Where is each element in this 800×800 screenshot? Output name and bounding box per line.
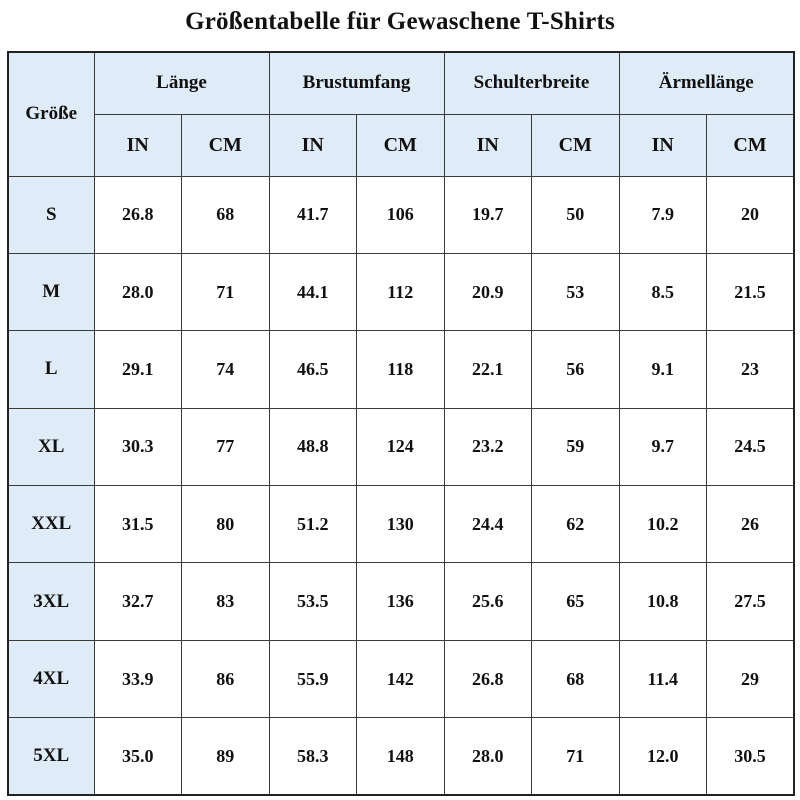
measurement-cell: 35.0	[94, 718, 182, 795]
measurement-cell: 51.2	[269, 486, 357, 563]
measurement-cell: 65	[532, 563, 620, 640]
measurement-cell: 24.4	[444, 486, 532, 563]
size-label: XL	[8, 408, 94, 485]
measurement-cell: 130	[357, 486, 445, 563]
group-header-chest: Brustumfang	[269, 52, 444, 114]
measurement-cell: 23	[707, 331, 795, 408]
measurement-cell: 10.8	[619, 563, 707, 640]
measurement-cell: 58.3	[269, 718, 357, 795]
measurement-cell: 30.5	[707, 718, 795, 795]
table-row	[8, 331, 794, 408]
unit-header: CM	[357, 114, 445, 176]
unit-header: IN	[269, 114, 357, 176]
measurement-cell: 9.1	[619, 331, 707, 408]
measurement-cell: 118	[357, 331, 445, 408]
table-row	[8, 640, 794, 717]
measurement-cell: 31.5	[94, 486, 182, 563]
size-label: S	[8, 176, 94, 253]
measurement-cell: 89	[182, 718, 270, 795]
measurement-cell: 26.8	[444, 640, 532, 717]
unit-header: IN	[619, 114, 707, 176]
unit-header: CM	[182, 114, 270, 176]
table-row	[8, 176, 794, 253]
measurement-cell: 86	[182, 640, 270, 717]
measurement-cell: 9.7	[619, 408, 707, 485]
measurement-cell: 33.9	[94, 640, 182, 717]
measurement-cell: 53.5	[269, 563, 357, 640]
size-table	[7, 51, 795, 796]
measurement-cell: 23.2	[444, 408, 532, 485]
measurement-cell: 27.5	[707, 563, 795, 640]
measurement-cell: 8.5	[619, 253, 707, 330]
unit-header: IN	[444, 114, 532, 176]
measurement-cell: 62	[532, 486, 620, 563]
table-row	[8, 486, 794, 563]
measurement-cell: 48.8	[269, 408, 357, 485]
page-title: Größentabelle für Gewaschene T-Shirts	[185, 8, 615, 35]
measurement-cell: 19.7	[444, 176, 532, 253]
unit-header: IN	[94, 114, 182, 176]
unit-header: CM	[707, 114, 795, 176]
measurement-cell: 30.3	[94, 408, 182, 485]
size-label: 4XL	[8, 640, 94, 717]
measurement-cell: 80	[182, 486, 270, 563]
measurement-cell: 28.0	[94, 253, 182, 330]
size-label: L	[8, 331, 94, 408]
measurement-cell: 71	[532, 718, 620, 795]
group-header-length: Länge	[94, 52, 269, 114]
measurement-cell: 56	[532, 331, 620, 408]
measurement-cell: 7.9	[619, 176, 707, 253]
measurement-cell: 28.0	[444, 718, 532, 795]
measurement-cell: 74	[182, 331, 270, 408]
measurement-cell: 136	[357, 563, 445, 640]
measurement-cell: 29.1	[94, 331, 182, 408]
measurement-cell: 59	[532, 408, 620, 485]
measurement-cell: 68	[532, 640, 620, 717]
measurement-cell: 29	[707, 640, 795, 717]
table-row	[8, 563, 794, 640]
measurement-cell: 55.9	[269, 640, 357, 717]
measurement-cell: 22.1	[444, 331, 532, 408]
table-row	[8, 253, 794, 330]
group-header-sleeve: Ärmellänge	[619, 52, 794, 114]
measurement-cell: 77	[182, 408, 270, 485]
measurement-cell: 83	[182, 563, 270, 640]
measurement-cell: 32.7	[94, 563, 182, 640]
measurement-cell: 112	[357, 253, 445, 330]
unit-header: CM	[532, 114, 620, 176]
measurement-cell: 124	[357, 408, 445, 485]
measurement-cell: 25.6	[444, 563, 532, 640]
measurement-cell: 46.5	[269, 331, 357, 408]
table-row	[8, 408, 794, 485]
measurement-cell: 50	[532, 176, 620, 253]
measurement-cell: 41.7	[269, 176, 357, 253]
group-header-shoulder: Schulterbreite	[444, 52, 619, 114]
size-label: 3XL	[8, 563, 94, 640]
measurement-cell: 68	[182, 176, 270, 253]
measurement-cell: 53	[532, 253, 620, 330]
table-row	[8, 718, 794, 795]
measurement-cell: 148	[357, 718, 445, 795]
measurement-cell: 11.4	[619, 640, 707, 717]
measurement-cell: 26	[707, 486, 795, 563]
measurement-cell: 142	[357, 640, 445, 717]
size-label: 5XL	[8, 718, 94, 795]
measurement-cell: 71	[182, 253, 270, 330]
size-column-header: Größe	[8, 52, 94, 176]
measurement-cell: 20	[707, 176, 795, 253]
measurement-cell: 24.5	[707, 408, 795, 485]
measurement-cell: 12.0	[619, 718, 707, 795]
size-label: XXL	[8, 486, 94, 563]
measurement-cell: 21.5	[707, 253, 795, 330]
measurement-cell: 44.1	[269, 253, 357, 330]
measurement-cell: 26.8	[94, 176, 182, 253]
measurement-cell: 20.9	[444, 253, 532, 330]
measurement-cell: 106	[357, 176, 445, 253]
size-label: M	[8, 253, 94, 330]
measurement-cell: 10.2	[619, 486, 707, 563]
